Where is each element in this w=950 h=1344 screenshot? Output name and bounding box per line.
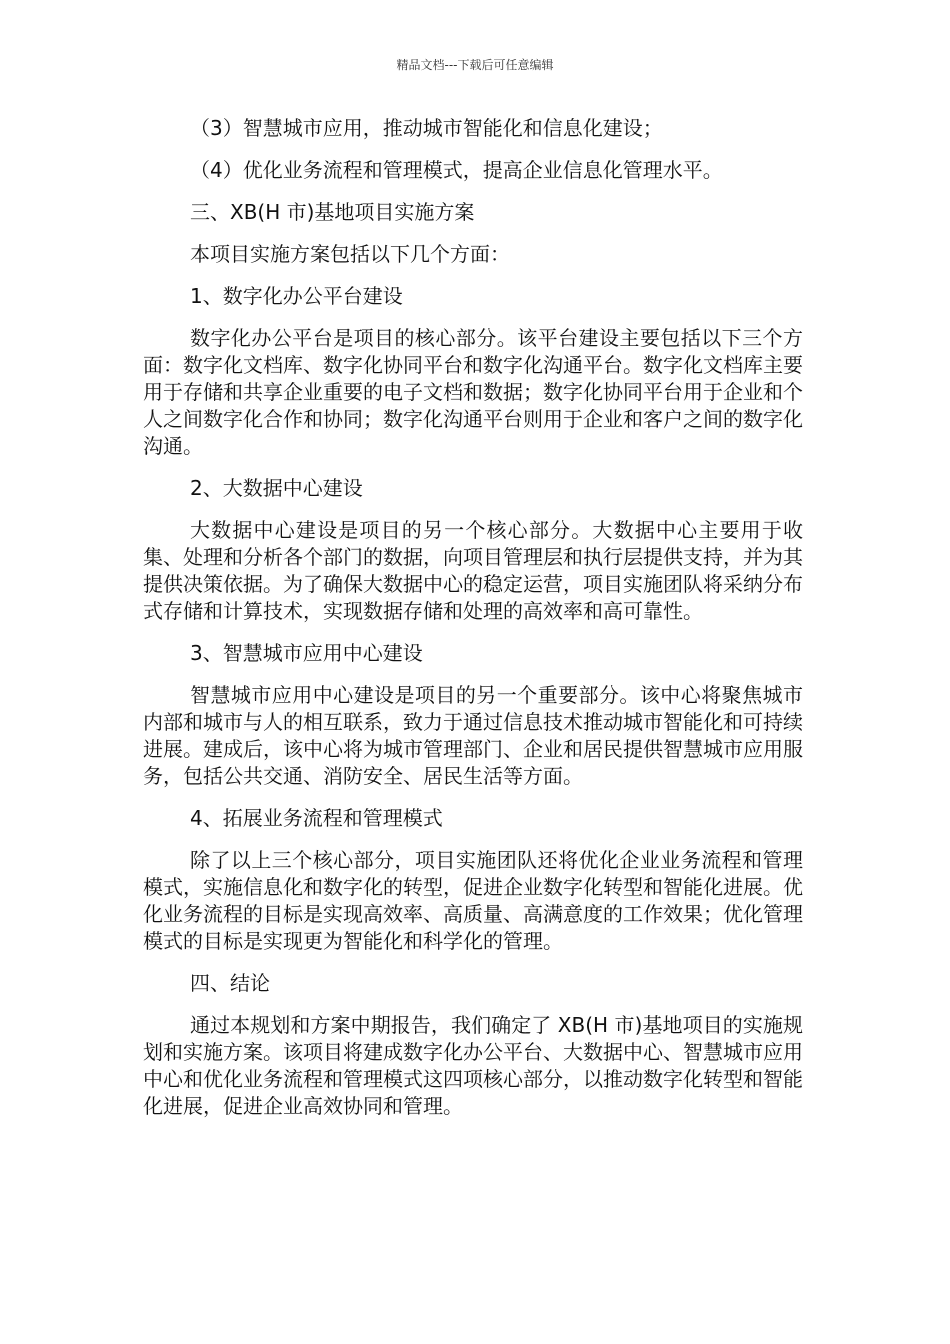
subheading-4: 4、拓展业务流程和管理模式 bbox=[190, 806, 443, 830]
subheading-1: 1、数字化办公平台建设 bbox=[190, 284, 403, 308]
subheading-3: 3、智慧城市应用中心建设 bbox=[190, 641, 423, 665]
page-header: 精品文档---下载后可任意编辑 bbox=[396, 58, 554, 72]
subheading-2: 2、大数据中心建设 bbox=[190, 476, 363, 500]
paragraph-smart-city: 智慧城市应用中心建设是项目的另一个重要部分。该中心将聚焦城市内部和城市与人的相互联系，致力于通过信息技术推动城市智能化和可持续进展。建成后，该中心将为城市管理部门、企业和居民提供智慧城市应用服务，包括公共交通、消防安全、居民生活等方面。 bbox=[143, 683, 803, 788]
intro-line: 本项目实施方案包括以下几个方面： bbox=[190, 242, 510, 266]
section-heading-4: 四、结论 bbox=[190, 971, 270, 995]
paragraph-big-data: 大数据中心建设是项目的另一个核心部分。大数据中心主要用于收集、处理和分析各个部门的数据，向项目管理层和执行层提供支持，并为其提供决策依据。为了确保大数据中心的稳定运营，项目实施团队将采纳分布式存储和计算技术，实现数据存储和处理的高效率和高可靠性。 bbox=[143, 518, 803, 623]
list-item-4: （4）优化业务流程和管理模式，提高企业信息化管理水平。 bbox=[190, 158, 723, 182]
paragraph-conclusion: 通过本规划和方案中期报告，我们确定了 XB(H 市)基地项目的实施规划和实施方案。该项目将建成数字化办公平台、大数据中心、智慧城市应用中心和优化业务流程和管理模式这四项核心部分，以推动数字化转型和智能化进展，促进企业高效协同和管理。 bbox=[143, 1013, 803, 1118]
document-body bbox=[143, 115, 803, 1135]
section-heading-3: 三、XB(H 市)基地项目实施方案 bbox=[190, 200, 475, 224]
paragraph-business-process: 除了以上三个核心部分，项目实施团队还将优化企业业务流程和管理模式，实施信息化和数字化的转型，促进企业数字化转型和智能化进展。优化业务流程的目标是实现高效率、高质量、高满意度的工作效果；优化管理模式的目标是实现更为智能化和科学化的管理。 bbox=[143, 848, 803, 953]
list-item-3: （3）智慧城市应用，推动城市智能化和信息化建设； bbox=[190, 116, 663, 140]
paragraph-office-platform: 数字化办公平台是项目的核心部分。该平台建设主要包括以下三个方面：数字化文档库、数字化协同平台和数字化沟通平台。数字化文档库主要用于存储和共享企业重要的电子文档和数据；数字化协同平台用于企业和个人之间数字化合作和协同；数字化沟通平台则用于企业和客户之间的数字化沟通。 bbox=[143, 326, 803, 458]
